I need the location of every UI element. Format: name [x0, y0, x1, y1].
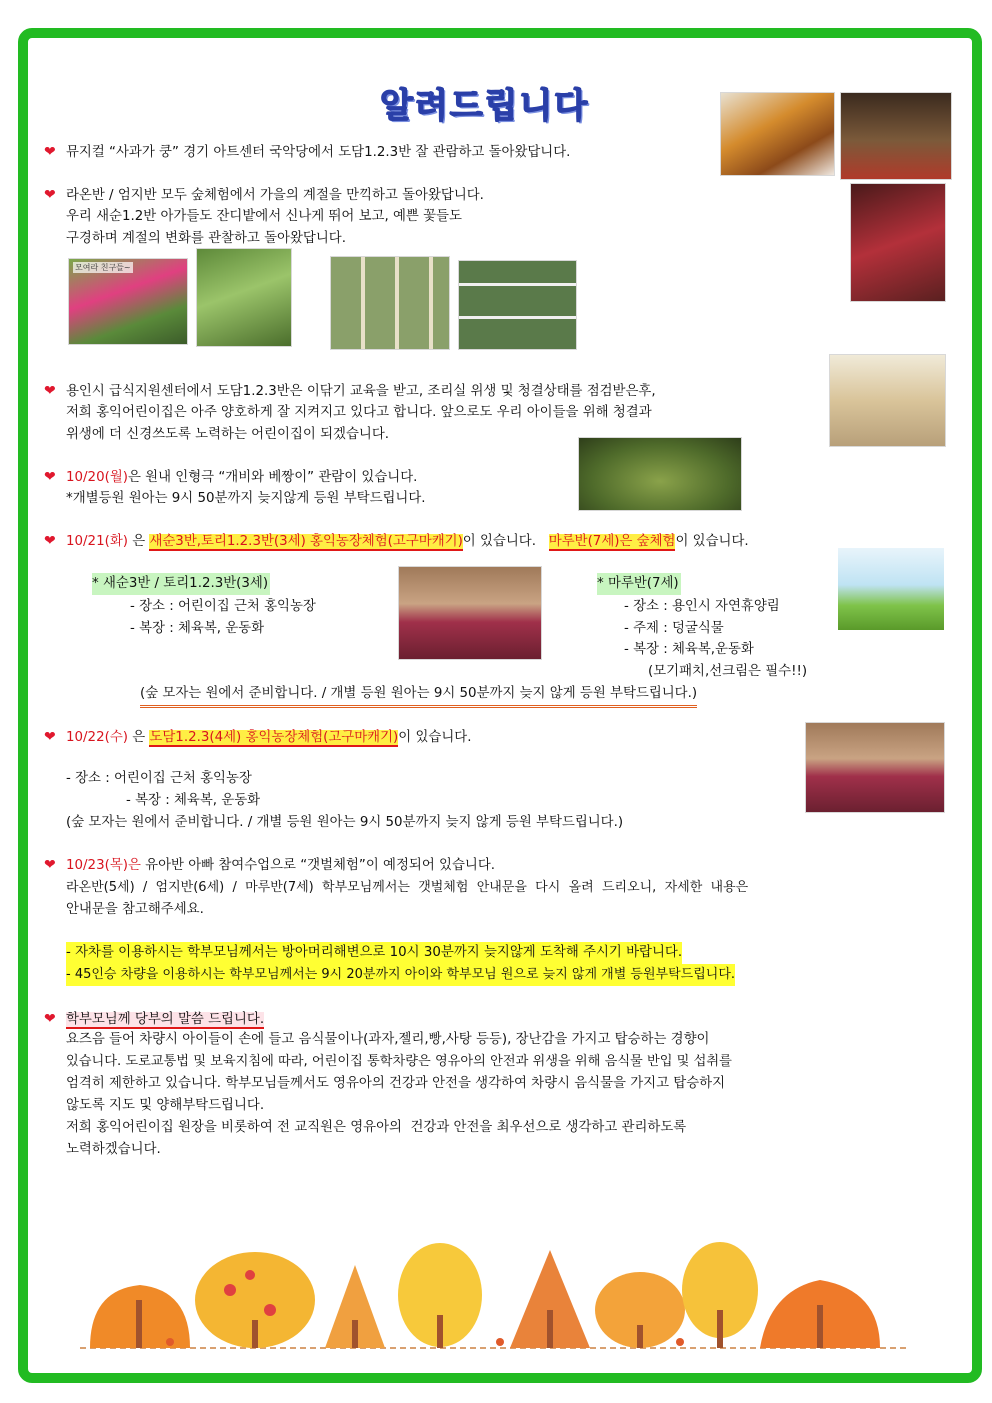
puppet-date: 10/20(월)	[66, 470, 128, 485]
sweet-potato-photo-2	[805, 722, 945, 813]
highlight-farm-4yr: 도담1.2.3(4세) 홍익농장체험(고구마캐기)	[149, 730, 399, 745]
parent-request-line-3: 엄격히 제한하고 있습니다. 학부모님들께서도 영유아의 건강과 안전을 생각하여 차량시 음식물을 가지고 탑승하지	[66, 1076, 726, 1091]
tree-icon	[595, 1272, 685, 1348]
group-3yr-dress: - 복장 : 체육복, 운동화	[130, 621, 265, 636]
heart-icon: ❤	[44, 533, 56, 549]
hygiene-line-3: 위생에 더 신경쓰도록 노력하는 어린이집이 되겠습니다.	[66, 427, 390, 442]
tree-icon	[682, 1242, 758, 1348]
group-maru-note: (모기패치,선크림은 필수!!)	[648, 664, 808, 679]
text-1021-b: 이 있습니다.	[462, 534, 549, 549]
tree-icon	[325, 1265, 385, 1348]
section-hygiene	[44, 380, 656, 403]
musical-photo-1	[720, 92, 835, 176]
tree-icon	[760, 1280, 880, 1348]
tree-icon	[195, 1252, 315, 1348]
highlight-maru-forest: 마루반(7세)은 숲체험	[548, 534, 676, 549]
section-puppet	[44, 466, 417, 489]
page-title: 알려드립니다	[380, 86, 590, 126]
group-maru-theme: - 주제 : 덩굴식물	[624, 621, 724, 636]
carpool-notice-1: - 자차를 이용하시는 학부모님께서는 방아머리해변으로 10시 30분까지 늦지않게 도착해 주시기 바랍니다.	[66, 942, 682, 964]
text-1023-c: 안내문을 참고해주세요.	[66, 902, 204, 917]
forest-photo-caption: 모여라 친구들~	[75, 263, 131, 272]
tree-icon	[90, 1285, 190, 1348]
musical-photo-2	[840, 92, 952, 180]
autumn-trees-decoration	[80, 1230, 910, 1360]
date-1023: 10/23(목)은	[66, 858, 141, 873]
heart-icon: ❤	[44, 187, 56, 203]
forest-photo-3	[330, 256, 450, 350]
puppet-line-2: *개별등원 원아는 9시 50분까지 늦지않게 등원 부탁드립니다.	[66, 491, 426, 506]
group-maru-heading: * 마루반(7세)	[597, 573, 681, 595]
heart-icon: ❤	[44, 1011, 56, 1027]
puppet-show-photo	[578, 437, 742, 511]
tree-icon	[510, 1250, 590, 1348]
notice-1022: (숲 모자는 원에서 준비합니다. / 개별 등원 원아는 9시 50분까지 늦지 않게 등원 부탁드립니다.)	[66, 815, 624, 830]
section-1021	[44, 530, 749, 553]
forest-clipart	[838, 548, 944, 630]
section-1022	[44, 726, 471, 749]
forest-photo-1	[68, 258, 188, 345]
theater-collage-photo	[850, 183, 946, 302]
musical-text: 뮤지컬 “사과가 쿵” 경기 아트센터 국악당에서 도담1.2.3반 잘 관람하고 돌아왔답니다.	[66, 145, 571, 160]
hygiene-line-1: 용인시 급식지원센터에서 도담1.2.3반은 이닦기 교육을 받고, 조리실 위생 및 청결상태를 점검받은후,	[66, 384, 656, 399]
carpool-notice-2: - 45인승 차량을 이용하시는 학부모님께서는 9시 20분까지 아이와 학부모님 원으로 늦지 않게 개별 등원부탁드립니다.	[66, 964, 735, 986]
date-1021: 10/21(화)	[66, 534, 128, 549]
puppet-line-1: 은 원내 인형극 “개비와 베짱이” 관람이 있습니다.	[127, 470, 418, 485]
notice-1021: (숲 모자는 원에서 준비합니다. / 개별 등원 원아는 9시 50분까지 늦지 않게 등원 부탁드립니다.)	[140, 683, 697, 708]
text-1022-a: 은	[127, 730, 150, 745]
parent-request-heading: 학부모님께 당부의 말씀 드립니다.	[66, 1012, 265, 1027]
text-1021-a: 은	[127, 534, 150, 549]
section-forest	[44, 184, 484, 207]
heart-icon: ❤	[44, 144, 56, 160]
group-maru-place: - 장소 : 용인시 자연휴양림	[624, 599, 780, 614]
heart-icon: ❤	[44, 383, 56, 399]
text-1021-c: 이 있습니다.	[675, 534, 749, 549]
text-1023-b: 라온반(5세) / 엄지반(6세) / 마루반(7세) 학부모님께서는 갯벌체험 안내문을 다시 올려 드리오니, 자세한 내용은	[66, 880, 749, 895]
sweet-potato-photo-1	[398, 566, 542, 660]
text-1022-b: 이 있습니다.	[398, 730, 472, 745]
forest-line-3: 구경하며 계절의 변화를 관찰하고 돌아왔답니다.	[66, 231, 346, 246]
farm-4yr-place: - 장소 : 어린이집 근처 홍익농장	[66, 771, 252, 786]
parent-request-line-6: 노력하겠습니다.	[66, 1142, 161, 1157]
section-musical	[44, 141, 570, 164]
forest-line-2: 우리 새순1.2반 아가들도 잔디밭에서 신나게 뛰어 보고, 예쁜 꽃들도	[66, 209, 462, 224]
heart-icon: ❤	[44, 857, 56, 873]
hygiene-class-photo	[829, 354, 946, 447]
tree-icon	[398, 1243, 482, 1348]
group-maru-dress: - 복장 : 체육복,운동화	[624, 642, 754, 657]
forest-line-1: 라온반 / 엄지반 모두 숲체험에서 가을의 계절을 만끽하고 돌아왔답니다.	[66, 188, 484, 203]
section-1023	[44, 854, 495, 877]
heart-icon: ❤	[44, 729, 56, 745]
section-parent-request	[44, 1008, 264, 1031]
highlight-farm-3yr: 새순3반,토리1.2.3반(3세) 홍익농장체험(고구마캐기)	[149, 534, 463, 549]
parent-request-line-2: 있습니다. 도로교통법 및 보육지침에 따라, 어린이집 통학차량은 영유아의 안전과 위생을 위해 음식물 반입 및 섭취를	[66, 1054, 732, 1069]
farm-4yr-dress: - 복장 : 체육복, 운동화	[126, 793, 261, 808]
parent-request-line-4: 않도록 지도 및 양해부탁드립니다.	[66, 1098, 265, 1113]
hygiene-line-2: 저희 홍익어린이집은 아주 양호하게 잘 지켜지고 있다고 합니다. 앞으로도 우리 아이들을 위해 청결과	[66, 405, 652, 420]
date-1022: 10/22(수)	[66, 730, 128, 745]
group-3yr-heading: * 새순3반 / 토리1.2.3반(3세)	[92, 573, 270, 595]
parent-request-line-1: 요즈음 들어 차량시 아이들이 손에 들고 음식물이나(과자,젤리,빵,사탕 등등), 장난감을 가지고 탑승하는 경향이	[66, 1032, 710, 1047]
text-1023-a: 유아반 아빠 참여수업으로 “갯벌체험”이 예정되어 있습니다.	[140, 858, 496, 873]
parent-request-line-5: 저희 홍익어린이집 원장을 비롯하여 전 교직원은 영유아의 건강과 안전을 최우선으로 생각하고 관리하도록	[66, 1120, 687, 1135]
group-3yr-place: - 장소 : 어린이집 근처 홍익농장	[130, 599, 316, 614]
heart-icon: ❤	[44, 469, 56, 485]
forest-photo-2	[196, 248, 292, 347]
forest-photo-4	[458, 260, 577, 350]
